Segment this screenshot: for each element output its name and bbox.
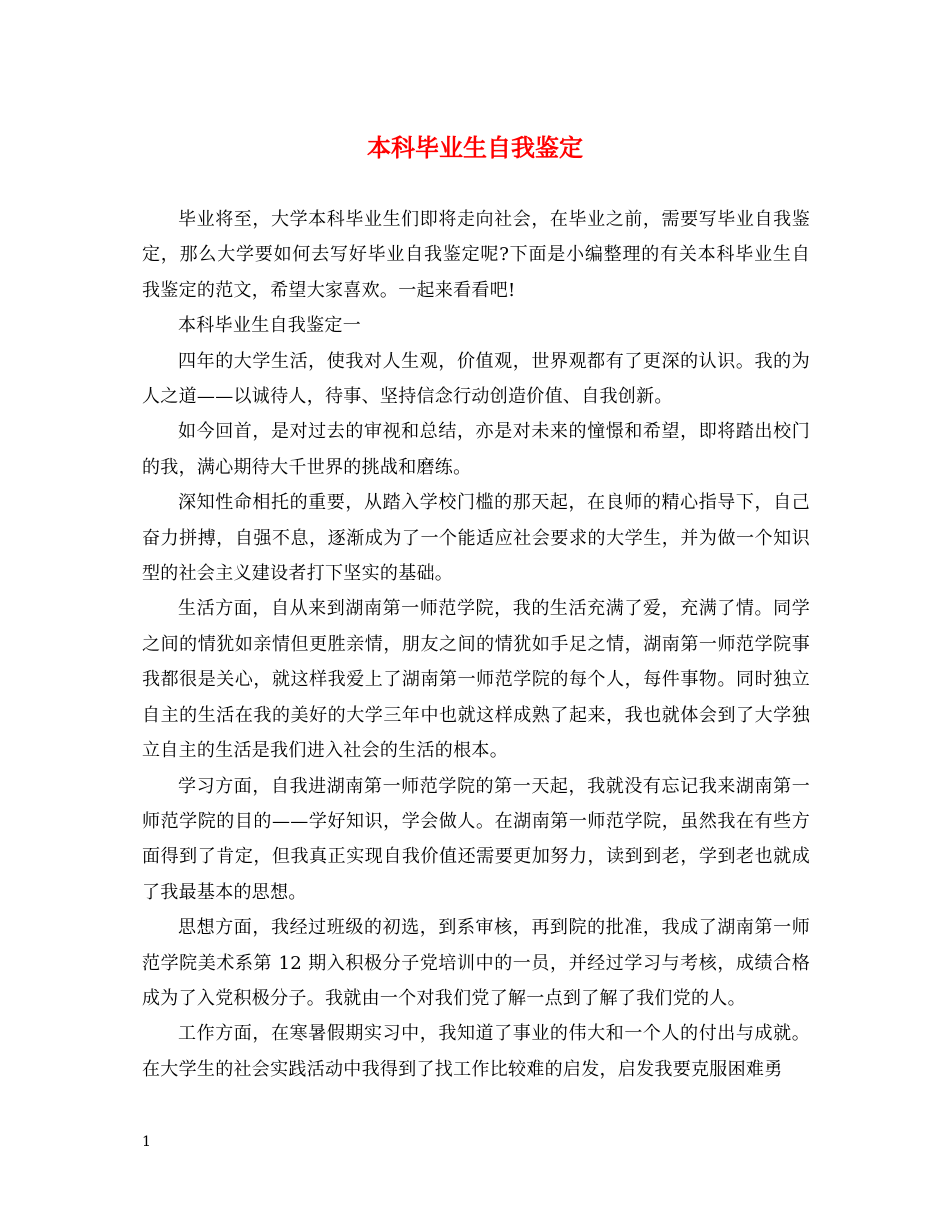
- paragraph: 思想方面，我经过班级的初选，到系审核，再到院的批准，我成了湖南第一师范学院美术系第 12 期入积极分子党培训中的一员，并经过学习与考核，成绩合格成为了入党积极分子。我就由一个对我们党了解一点到了解了我们党的人。: [142, 917, 810, 1009]
- section-heading: 本科毕业生自我鉴定一: [178, 315, 361, 337]
- paragraph: 如今回首，是对过去的审视和总结，亦是对未来的憧憬和希望，即将踏出校门的我，满心期待大千世界的挑战和磨练。: [142, 421, 810, 478]
- page-title: 本科毕业生自我鉴定: [367, 133, 583, 162]
- paragraph-intro: 毕业将至，大学本科毕业生们即将走向社会，在毕业之前，需要写毕业自我鉴定，那么大学要如何去写好毕业自我鉴定呢?下面是小编整理的有关本科毕业生自我鉴定的范文，希望大家喜欢。一起来看看吧!: [142, 209, 810, 301]
- page-number: 1: [142, 1134, 151, 1150]
- paragraph: 工作方面，在寒暑假期实习中，我知道了事业的伟大和一个人的付出与成就。在大学生的社会实践活动中我得到了找工作比较难的启发，启发我要克服困难勇: [142, 1023, 810, 1080]
- paragraph: 四年的大学生活，使我对人生观，价值观，世界观都有了更深的认识。我的为人之道——以诚待人，待事、坚持信念行动创造价值、自我创新。: [142, 350, 810, 408]
- paragraph: 生活方面，自从来到湖南第一师范学院，我的生活充满了爱，充满了情。同学之间的情犹如亲情但更胜亲情，朋友之间的情犹如手足之情，湖南第一师范学院事我都很是关心，就这样我爱上了湖南第一师范学院的每个人，每件事物。同时独立自主的生活在我的美好的大学三年中也就这样成熟了起来，我也就体会到了大学独立自主的生活是我们进入社会的生活的根本。: [142, 598, 810, 762]
- document-body: [142, 202, 810, 1087]
- paragraph: 学习方面，自我进湖南第一师范学院的第一天起，我就没有忘记我来湖南第一师范学院的目的——学好知识，学会做人。在湖南第一师范学院，虽然我在有些方面得到了肯定，但我真正实现自我价值还需要更加努力，读到到老，学到老也就成了我最基本的思想。: [142, 775, 810, 903]
- paragraph: 深知性命相托的重要，从踏入学校门槛的那天起，在良师的精心指导下，自己奋力拼搏，自强不息，逐渐成为了一个能适应社会要求的大学生，并为做一个知识型的社会主义建设者打下坚实的基础。: [142, 492, 810, 585]
